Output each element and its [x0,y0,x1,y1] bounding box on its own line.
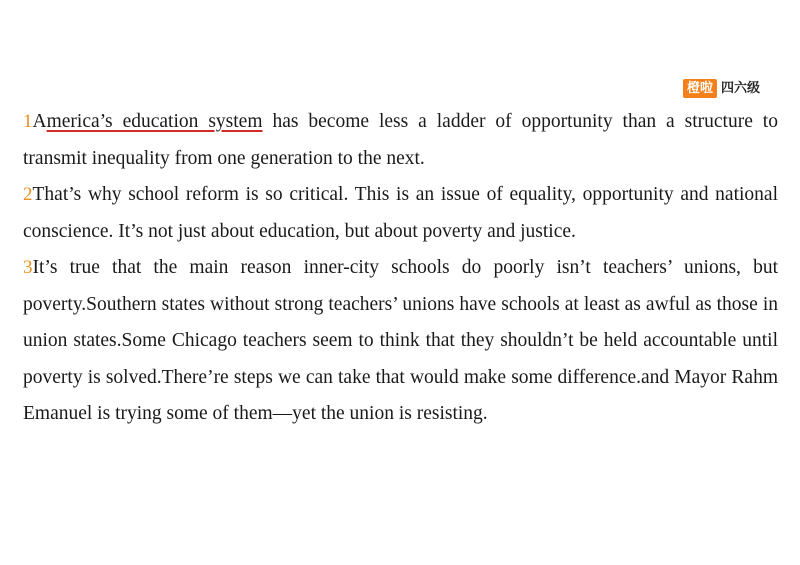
paragraph-2 [23,177,778,250]
paragraph-text: That’s why school reform is so critical. This is an issue of equality, opportunity and national conscience. It’s not just about education, but about poverty and justice. [23,184,778,242]
passage [23,104,778,433]
brand-logo-badge: 橙啦 [683,79,717,98]
paragraph-number: 2 [23,184,33,205]
paragraph-3 [23,250,778,433]
brand-logo [683,78,760,98]
paragraph-number: 3 [23,257,33,278]
underlined-phrase: merica’s education system [46,111,263,132]
paragraph-1 [23,104,778,177]
paragraph-text: It’s true that the main reason inner-city schools do poorly isn’t teachers’ unions, but poverty.Southern states without strong teachers’ unions have schools at least as awful as those in union states.Some Chicago teachers seem to think that they shouldn’t be held accountable until poverty is solved.There’re steps we can take that would make some difference.and Mayor Rahm Emanuel is trying some of them—yet the union is resisting. [23,257,778,424]
paragraph-text: has become less a ladder of opportunity than a structure to transmit inequality from one generation to the next. [23,111,778,169]
paragraph-number: 1 [23,111,33,132]
paragraph-first-letter: A [32,111,47,132]
brand-label: 四六级 [721,80,761,96]
